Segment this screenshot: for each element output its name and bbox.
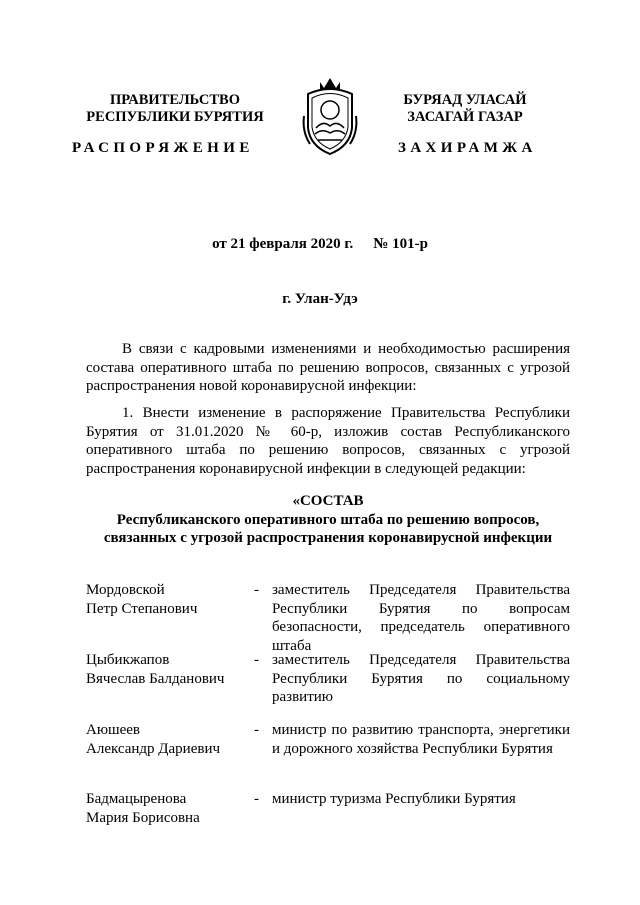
member-name bbox=[86, 790, 246, 827]
member-dash: - bbox=[254, 652, 259, 668]
member-last-name: Цыбикжапов bbox=[86, 652, 170, 668]
composition-title: «СОСТАВ bbox=[292, 493, 364, 509]
composition-heading bbox=[86, 492, 570, 548]
member-name bbox=[86, 721, 246, 758]
government-name-buryat bbox=[350, 92, 580, 126]
member-dash: - bbox=[254, 791, 259, 807]
member-first-names: Александр Дариевич bbox=[86, 740, 221, 757]
member-last-name: Бадмацыренова bbox=[86, 791, 187, 807]
member-name bbox=[86, 651, 246, 688]
document-date: от 21 февраля 2020 г. bbox=[212, 236, 354, 252]
member-last-name: Мордовской bbox=[86, 582, 165, 598]
member-role: заместитель Председателя Правительства Республики Бурятия по вопросам безопасности, председатель оперативного штаба bbox=[272, 582, 570, 654]
government-name-buryat-line-1: БУРЯАД УЛАСАЙ bbox=[403, 92, 527, 108]
member-first-names: Мария Борисовна bbox=[86, 809, 200, 826]
government-name bbox=[60, 92, 290, 126]
composition-subtitle-line-1: Республиканского оперативного штаба по решению вопросов, bbox=[116, 511, 540, 528]
member-first-names: Петр Степанович bbox=[86, 600, 198, 617]
document-number: № 101-р bbox=[373, 236, 428, 252]
member-dash: - bbox=[254, 582, 259, 598]
date-and-number bbox=[0, 236, 640, 253]
member-role: заместитель Председателя Правительства Республики Бурятия по социальному развитию bbox=[272, 652, 570, 705]
member-role: министр по развитию транспорта, энергетики и дорожного хозяйства Республики Бурятия bbox=[272, 722, 570, 757]
member-role: министр туризма Республики Бурятия bbox=[272, 791, 516, 807]
document-type-buryat: ЗАХИРАМЖА bbox=[398, 140, 537, 156]
government-name-buryat-line-2: ЗАСАГАЙ ГАЗАР bbox=[407, 109, 523, 125]
composition-subtitle-line-2: связанных с угрозой распространения коронавирусной инфекции bbox=[103, 530, 553, 546]
clause-1-paragraph: 1. Внести изменение в распоряжение Правительства Республики Бурятия от 31.01.2020 № 60-р, изложив состав Республиканского оперативного штаба по решению вопросов, связанных с угрозой распространения коронавирусной инфекции в следующей редакции: bbox=[86, 405, 570, 477]
member-first-names: Вячеслав Балданович bbox=[86, 670, 225, 687]
preamble-paragraph: В связи с кадровыми изменениями и необходимостью расширения состава оперативного штаба по решению вопросов, связанных с угрозой распространения новой коронавирусной инфекции: bbox=[86, 341, 570, 394]
city: г. Улан-Удэ bbox=[282, 291, 358, 307]
government-name-line-1: ПРАВИТЕЛЬСТВО bbox=[110, 92, 240, 108]
government-name-line-2: РЕСПУБЛИКИ БУРЯТИЯ bbox=[86, 109, 264, 125]
member-name bbox=[86, 581, 246, 618]
member-last-name: Аюшеев bbox=[86, 722, 140, 738]
document-type: РАСПОРЯЖЕНИЕ bbox=[72, 140, 254, 156]
member-dash: - bbox=[254, 722, 259, 738]
